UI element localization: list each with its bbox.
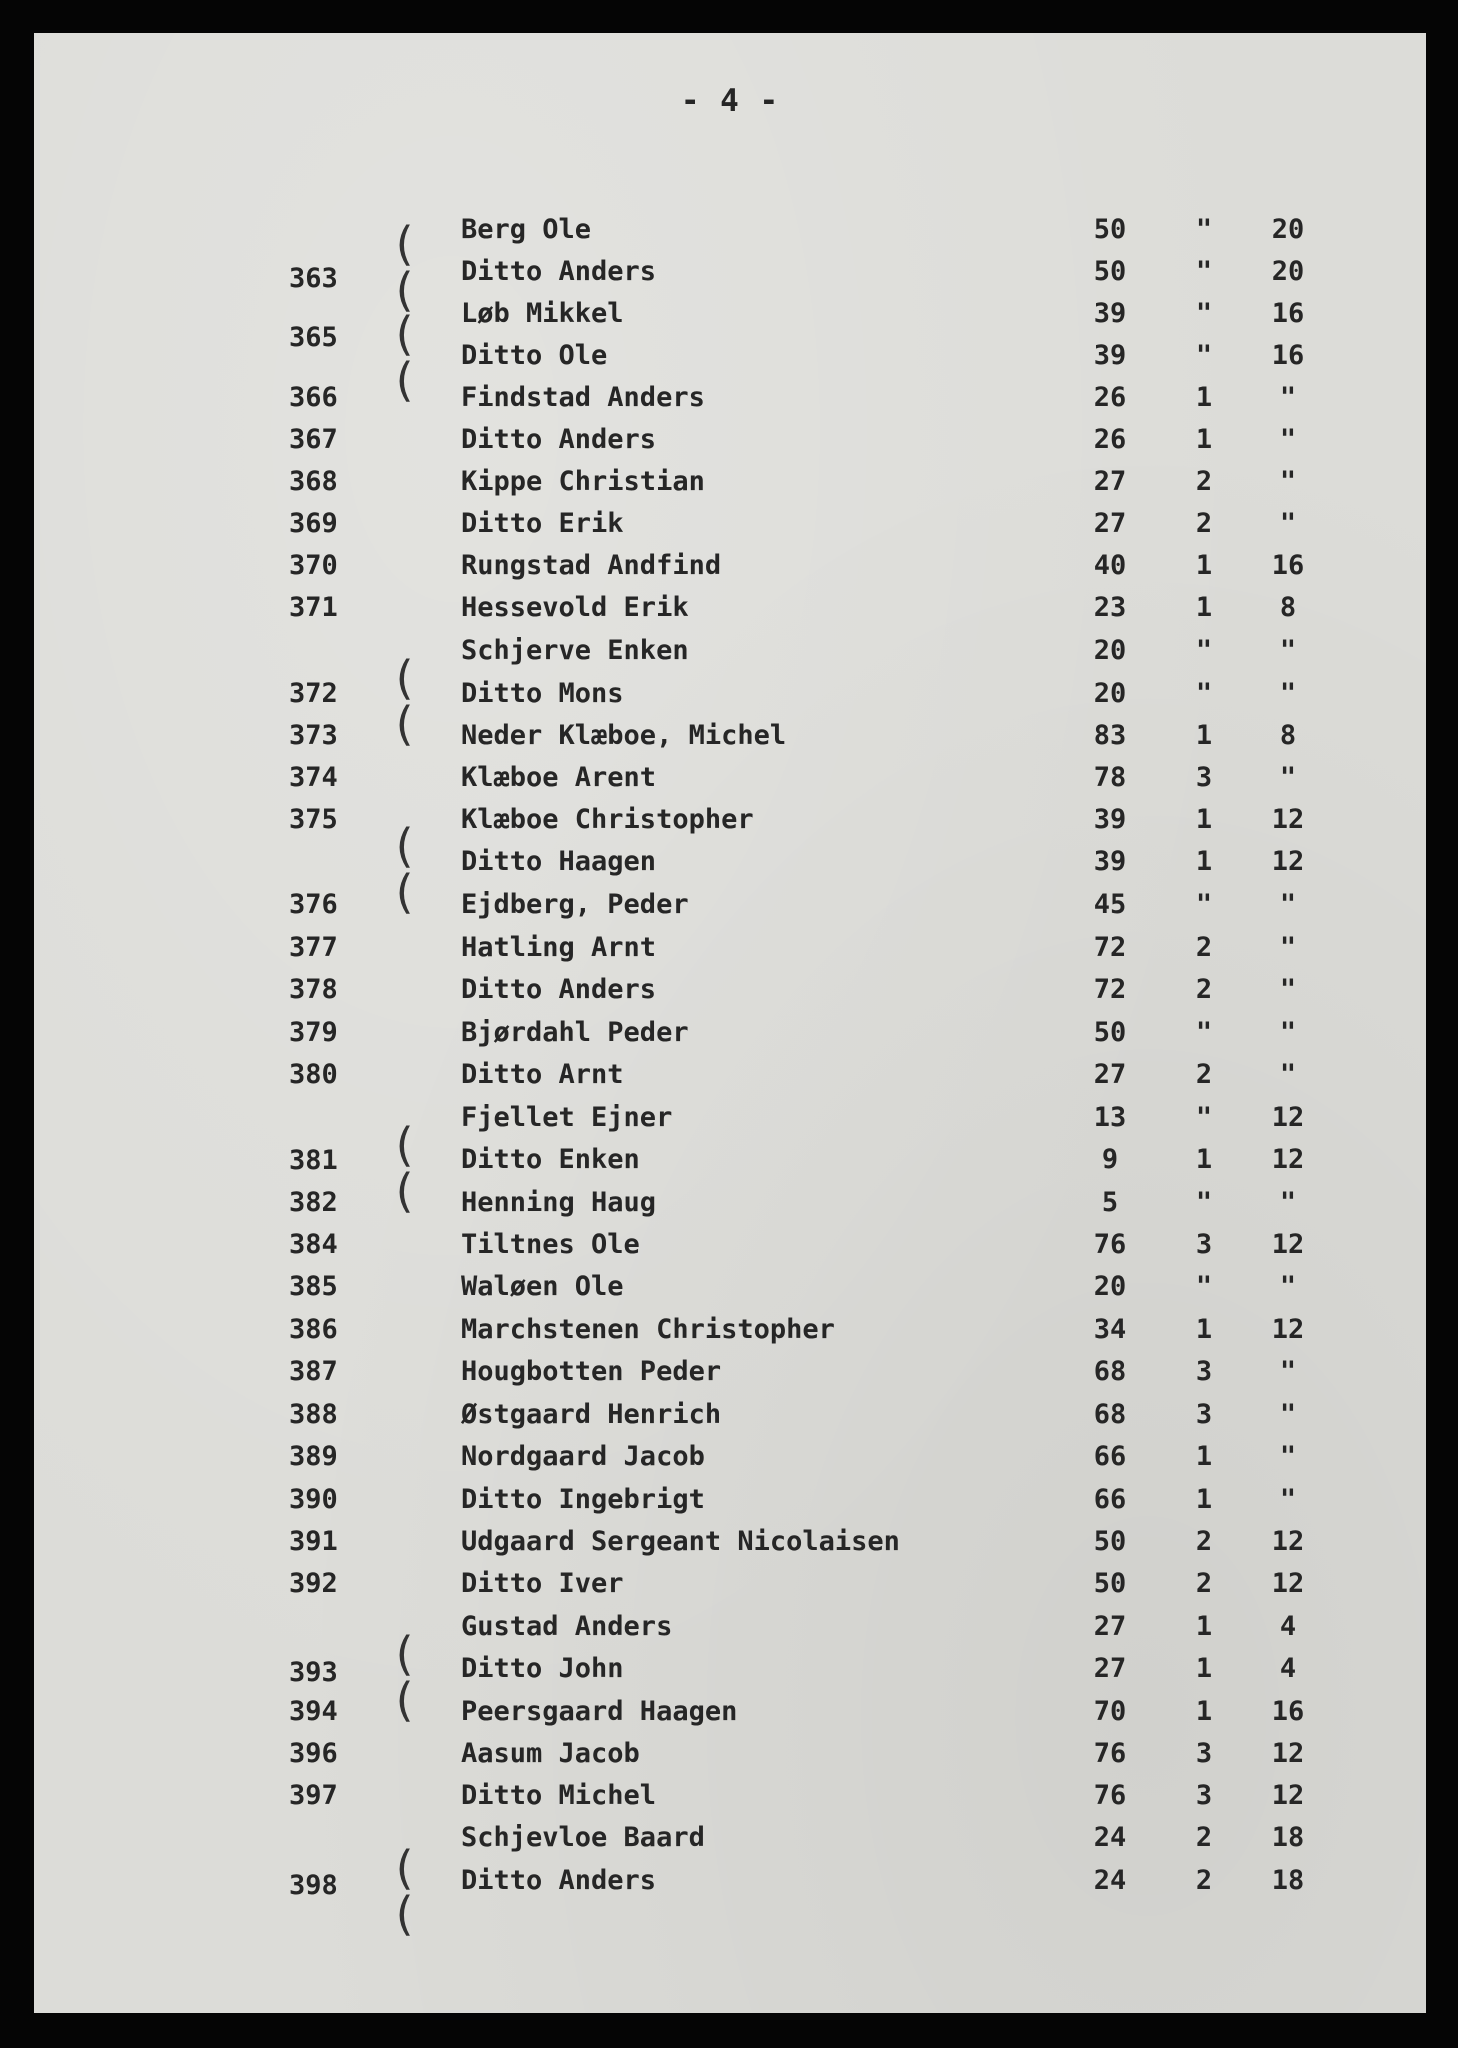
column-3-value: 16 xyxy=(1271,550,1305,581)
age-value: 68 xyxy=(1093,1399,1127,1430)
person-name: Løb Mikkel xyxy=(461,298,624,329)
document-page xyxy=(34,33,1426,2013)
age-value: 27 xyxy=(1093,1059,1127,1090)
person-name: Ditto Enken xyxy=(461,1144,640,1175)
age-value: 27 xyxy=(1093,1611,1127,1642)
person-name: Hessevold Erik xyxy=(461,592,689,623)
column-3-value: " xyxy=(1279,466,1297,497)
column-2-value: 2 xyxy=(1195,1822,1213,1853)
row-number: 382 xyxy=(289,1187,338,1218)
row-number: 377 xyxy=(289,932,338,963)
row-number: 370 xyxy=(289,550,338,581)
age-value: 20 xyxy=(1093,635,1127,666)
age-value: 72 xyxy=(1093,932,1127,963)
column-3-value: " xyxy=(1279,508,1297,539)
person-name: Berg Ole xyxy=(461,214,592,245)
age-value: 39 xyxy=(1093,298,1127,329)
table-row xyxy=(34,927,1426,969)
table-row xyxy=(34,1521,1426,1563)
row-number: 392 xyxy=(289,1568,338,1599)
age-value: 40 xyxy=(1093,550,1127,581)
column-3-value: 12 xyxy=(1271,804,1305,835)
column-2-value: 1 xyxy=(1195,1144,1213,1175)
column-2-value: 2 xyxy=(1195,1568,1213,1599)
column-3-value: " xyxy=(1279,382,1297,413)
column-3-value: 12 xyxy=(1271,846,1305,877)
person-name: Waløen Ole xyxy=(461,1271,624,1302)
age-value: 27 xyxy=(1093,508,1127,539)
person-name: Ditto Anders xyxy=(461,424,657,455)
age-value: 23 xyxy=(1093,592,1127,623)
table-row xyxy=(34,335,1426,377)
column-3-value: 18 xyxy=(1271,1822,1305,1853)
person-name: Neder Klæboe, Michel xyxy=(461,720,787,751)
person-name: Ditto Anders xyxy=(461,256,657,287)
age-value: 83 xyxy=(1093,720,1127,751)
row-number: 366 xyxy=(289,382,338,413)
column-2-value: 1 xyxy=(1195,1696,1213,1727)
age-value: 20 xyxy=(1093,678,1127,709)
group-bracket: ( ( xyxy=(390,1841,418,1941)
row-number: 376 xyxy=(289,889,338,920)
person-name: Tiltnes Ole xyxy=(461,1229,640,1260)
age-value: 39 xyxy=(1093,340,1127,371)
row-number: 385 xyxy=(289,1271,338,1302)
age-value: 76 xyxy=(1093,1738,1127,1769)
table-row xyxy=(34,1224,1426,1266)
column-3-value: " xyxy=(1279,1059,1297,1090)
person-name: Hougbotten Peder xyxy=(461,1356,722,1387)
column-2-value: 2 xyxy=(1195,466,1213,497)
row-number: 373 xyxy=(289,720,338,751)
column-3-value: 12 xyxy=(1271,1526,1305,1557)
column-2-value: 2 xyxy=(1195,1865,1213,1896)
row-number: 368 xyxy=(289,466,338,497)
column-3-value: " xyxy=(1279,762,1297,793)
group-number-381: 381 xyxy=(289,1145,338,1176)
age-value: 26 xyxy=(1093,382,1127,413)
column-2-value: " xyxy=(1195,1187,1213,1218)
table-row xyxy=(34,1691,1426,1733)
column-3-value: 12 xyxy=(1271,1738,1305,1769)
age-value: 13 xyxy=(1093,1102,1127,1133)
column-3-value: " xyxy=(1279,1399,1297,1430)
age-value: 20 xyxy=(1093,1271,1127,1302)
table-row xyxy=(34,673,1426,715)
table-row xyxy=(34,1266,1426,1308)
group-bracket: ( ( xyxy=(390,1627,418,1727)
column-2-value: 2 xyxy=(1195,1526,1213,1557)
table-row xyxy=(34,1606,1426,1648)
table-row xyxy=(34,251,1426,293)
column-3-value: 16 xyxy=(1271,1696,1305,1727)
column-3-value: 12 xyxy=(1271,1568,1305,1599)
age-value: 26 xyxy=(1093,424,1127,455)
person-name: Ditto Anders xyxy=(461,1865,657,1896)
person-name: Ditto Michel xyxy=(461,1780,657,1811)
table-row xyxy=(34,799,1426,841)
column-2-value: 3 xyxy=(1195,1356,1213,1387)
person-name: Ditto Anders xyxy=(461,974,657,1005)
row-number: 389 xyxy=(289,1441,338,1472)
row-number: 394 xyxy=(289,1696,338,1727)
row-number: 367 xyxy=(289,424,338,455)
table-row xyxy=(34,419,1426,461)
column-2-value: 1 xyxy=(1195,804,1213,835)
column-3-value: 20 xyxy=(1271,214,1305,245)
column-2-value: 3 xyxy=(1195,1229,1213,1260)
column-3-value: " xyxy=(1279,889,1297,920)
table-row xyxy=(34,841,1426,883)
table-row xyxy=(34,1563,1426,1605)
column-3-value: " xyxy=(1279,932,1297,963)
table-row xyxy=(34,377,1426,419)
person-name: Kippe Christian xyxy=(461,466,705,497)
table-row xyxy=(34,1479,1426,1521)
person-name: Bjørdahl Peder xyxy=(461,1017,689,1048)
person-name: Klæboe Arent xyxy=(461,762,657,793)
column-2-value: 2 xyxy=(1195,1059,1213,1090)
age-value: 27 xyxy=(1093,1653,1127,1684)
column-2-value: 1 xyxy=(1195,720,1213,751)
column-2-value: 3 xyxy=(1195,1399,1213,1430)
column-2-value: 2 xyxy=(1195,508,1213,539)
table-row xyxy=(34,969,1426,1011)
column-3-value: " xyxy=(1279,974,1297,1005)
column-3-value: 12 xyxy=(1271,1314,1305,1345)
row-number: 375 xyxy=(289,804,338,835)
column-2-value: 3 xyxy=(1195,1780,1213,1811)
column-3-value: 8 xyxy=(1279,720,1297,751)
person-name: Findstad Anders xyxy=(461,382,705,413)
column-2-value: " xyxy=(1195,340,1213,371)
column-3-value: 4 xyxy=(1279,1611,1297,1642)
table-row xyxy=(34,587,1426,629)
row-number: 386 xyxy=(289,1314,338,1345)
age-value: 24 xyxy=(1093,1865,1127,1896)
age-value: 76 xyxy=(1093,1780,1127,1811)
column-2-value: " xyxy=(1195,678,1213,709)
group-bracket: ( ( xyxy=(390,819,418,919)
column-2-value: 1 xyxy=(1195,424,1213,455)
column-3-value: 12 xyxy=(1271,1102,1305,1133)
column-2-value: " xyxy=(1195,889,1213,920)
person-name: Ditto Ingebrigt xyxy=(461,1484,705,1515)
age-value: 66 xyxy=(1093,1484,1127,1515)
table-row xyxy=(34,1733,1426,1775)
row-number: 391 xyxy=(289,1526,338,1557)
person-name: Peersgaard Haagen xyxy=(461,1696,738,1727)
column-2-value: 1 xyxy=(1195,592,1213,623)
table-row xyxy=(34,1012,1426,1054)
table-row xyxy=(34,1775,1426,1817)
table-row xyxy=(34,630,1426,672)
column-2-value: " xyxy=(1195,256,1213,287)
column-2-value: 3 xyxy=(1195,1738,1213,1769)
column-2-value: 1 xyxy=(1195,1653,1213,1684)
column-2-value: 1 xyxy=(1195,1314,1213,1345)
column-3-value: 16 xyxy=(1271,340,1305,371)
column-2-value: 1 xyxy=(1195,1441,1213,1472)
table-row xyxy=(34,1139,1426,1181)
group-bracket: ( ( xyxy=(390,1118,418,1218)
person-name: Fjellet Ejner xyxy=(461,1102,673,1133)
table-row xyxy=(34,293,1426,335)
column-3-value: 20 xyxy=(1271,256,1305,287)
age-value: 50 xyxy=(1093,1526,1127,1557)
age-value: 39 xyxy=(1093,846,1127,877)
group-bracket: ( ( xyxy=(390,217,418,317)
age-value: 27 xyxy=(1093,466,1127,497)
person-name: Henning Haug xyxy=(461,1187,657,1218)
table-row xyxy=(34,1054,1426,1096)
column-2-value: " xyxy=(1195,1102,1213,1133)
person-name: Ditto Ole xyxy=(461,340,608,371)
person-name: Marchstenen Christopher xyxy=(461,1314,835,1345)
table-row xyxy=(34,503,1426,545)
column-3-value: 8 xyxy=(1279,592,1297,623)
row-number: 390 xyxy=(289,1484,338,1515)
table-row xyxy=(34,1351,1426,1393)
column-2-value: " xyxy=(1195,1017,1213,1048)
column-2-value: 1 xyxy=(1195,846,1213,877)
column-2-value: " xyxy=(1195,298,1213,329)
age-value: 34 xyxy=(1093,1314,1127,1345)
age-value: 50 xyxy=(1093,1017,1127,1048)
group-number-372: 372 xyxy=(289,678,338,709)
table-row xyxy=(34,1817,1426,1859)
column-2-value: " xyxy=(1195,635,1213,666)
column-3-value: 12 xyxy=(1271,1229,1305,1260)
row-number: 397 xyxy=(289,1780,338,1811)
age-value: 50 xyxy=(1093,256,1127,287)
column-3-value: 12 xyxy=(1271,1144,1305,1175)
age-value: 72 xyxy=(1093,974,1127,1005)
table-row xyxy=(34,209,1426,251)
column-2-value: 2 xyxy=(1195,974,1213,1005)
row-number: 387 xyxy=(289,1356,338,1387)
table-row xyxy=(34,1097,1426,1139)
age-value: 50 xyxy=(1093,214,1127,245)
person-name: Ditto Mons xyxy=(461,678,624,709)
row-number: 374 xyxy=(289,762,338,793)
column-2-value: " xyxy=(1195,1271,1213,1302)
age-value: 39 xyxy=(1093,804,1127,835)
group-number-393: 393 xyxy=(289,1657,338,1688)
age-value: 50 xyxy=(1093,1568,1127,1599)
table-row xyxy=(34,1860,1426,1902)
person-name: Ditto Arnt xyxy=(461,1059,624,1090)
column-3-value: " xyxy=(1279,678,1297,709)
column-2-value: 1 xyxy=(1195,550,1213,581)
column-3-value: " xyxy=(1279,1271,1297,1302)
person-name: Udgaard Sergeant Nicolaisen xyxy=(461,1526,900,1557)
person-name: Ditto John xyxy=(461,1653,624,1684)
column-2-value: " xyxy=(1195,214,1213,245)
person-name: Ditto Haagen xyxy=(461,846,657,877)
age-value: 76 xyxy=(1093,1229,1127,1260)
column-2-value: 1 xyxy=(1195,1611,1213,1642)
age-value: 24 xyxy=(1093,1822,1127,1853)
person-name: Schjevloe Baard xyxy=(461,1822,705,1853)
age-value: 68 xyxy=(1093,1356,1127,1387)
age-value: 78 xyxy=(1093,762,1127,793)
group-number-365: 365 xyxy=(289,322,338,353)
table-row xyxy=(34,1436,1426,1478)
row-number: 371 xyxy=(289,592,338,623)
age-value: 70 xyxy=(1093,1696,1127,1727)
table-row xyxy=(34,1182,1426,1224)
age-value: 66 xyxy=(1093,1441,1127,1472)
person-name: Klæboe Christopher xyxy=(461,804,754,835)
row-number: 378 xyxy=(289,974,338,1005)
table-row xyxy=(34,545,1426,587)
group-bracket: ( ( xyxy=(390,307,418,407)
column-3-value: 4 xyxy=(1279,1653,1297,1684)
column-3-value: " xyxy=(1279,1484,1297,1515)
age-value: 45 xyxy=(1093,889,1127,920)
person-name: Nordgaard Jacob xyxy=(461,1441,705,1472)
person-name: Ditto Iver xyxy=(461,1568,624,1599)
column-3-value: 18 xyxy=(1271,1865,1305,1896)
column-3-value: " xyxy=(1279,1441,1297,1472)
person-name: Ditto Erik xyxy=(461,508,624,539)
table-row xyxy=(34,1648,1426,1690)
person-name: Ejdberg, Peder xyxy=(461,889,689,920)
column-2-value: 1 xyxy=(1195,382,1213,413)
table-row xyxy=(34,1309,1426,1351)
table-row xyxy=(34,715,1426,757)
row-number: 384 xyxy=(289,1229,338,1260)
group-number-398: 398 xyxy=(289,1870,338,1901)
table-row xyxy=(34,884,1426,926)
column-3-value: " xyxy=(1279,635,1297,666)
age-value: 5 xyxy=(1101,1187,1119,1218)
group-bracket: ( ( xyxy=(390,651,418,751)
page-number: - 4 - xyxy=(680,83,780,119)
row-number: 369 xyxy=(289,508,338,539)
row-number: 379 xyxy=(289,1017,338,1048)
column-3-value: 16 xyxy=(1271,298,1305,329)
row-number: 380 xyxy=(289,1059,338,1090)
row-number: 396 xyxy=(289,1738,338,1769)
column-3-value: " xyxy=(1279,1017,1297,1048)
person-name: Schjerve Enken xyxy=(461,635,689,666)
row-number: 388 xyxy=(289,1399,338,1430)
column-2-value: 3 xyxy=(1195,762,1213,793)
column-3-value: " xyxy=(1279,1356,1297,1387)
table-row xyxy=(34,757,1426,799)
column-2-value: 2 xyxy=(1195,932,1213,963)
age-value: 9 xyxy=(1101,1144,1119,1175)
person-name: Gustad Anders xyxy=(461,1611,673,1642)
group-number-363: 363 xyxy=(289,263,338,294)
person-name: Aasum Jacob xyxy=(461,1738,640,1769)
person-name: Rungstad Andfind xyxy=(461,550,722,581)
column-3-value: " xyxy=(1279,1187,1297,1218)
table-row xyxy=(34,461,1426,503)
column-3-value: 12 xyxy=(1271,1780,1305,1811)
column-3-value: " xyxy=(1279,424,1297,455)
person-name: Østgaard Henrich xyxy=(461,1399,722,1430)
column-2-value: 1 xyxy=(1195,1484,1213,1515)
table-row xyxy=(34,1394,1426,1436)
person-name: Hatling Arnt xyxy=(461,932,657,963)
